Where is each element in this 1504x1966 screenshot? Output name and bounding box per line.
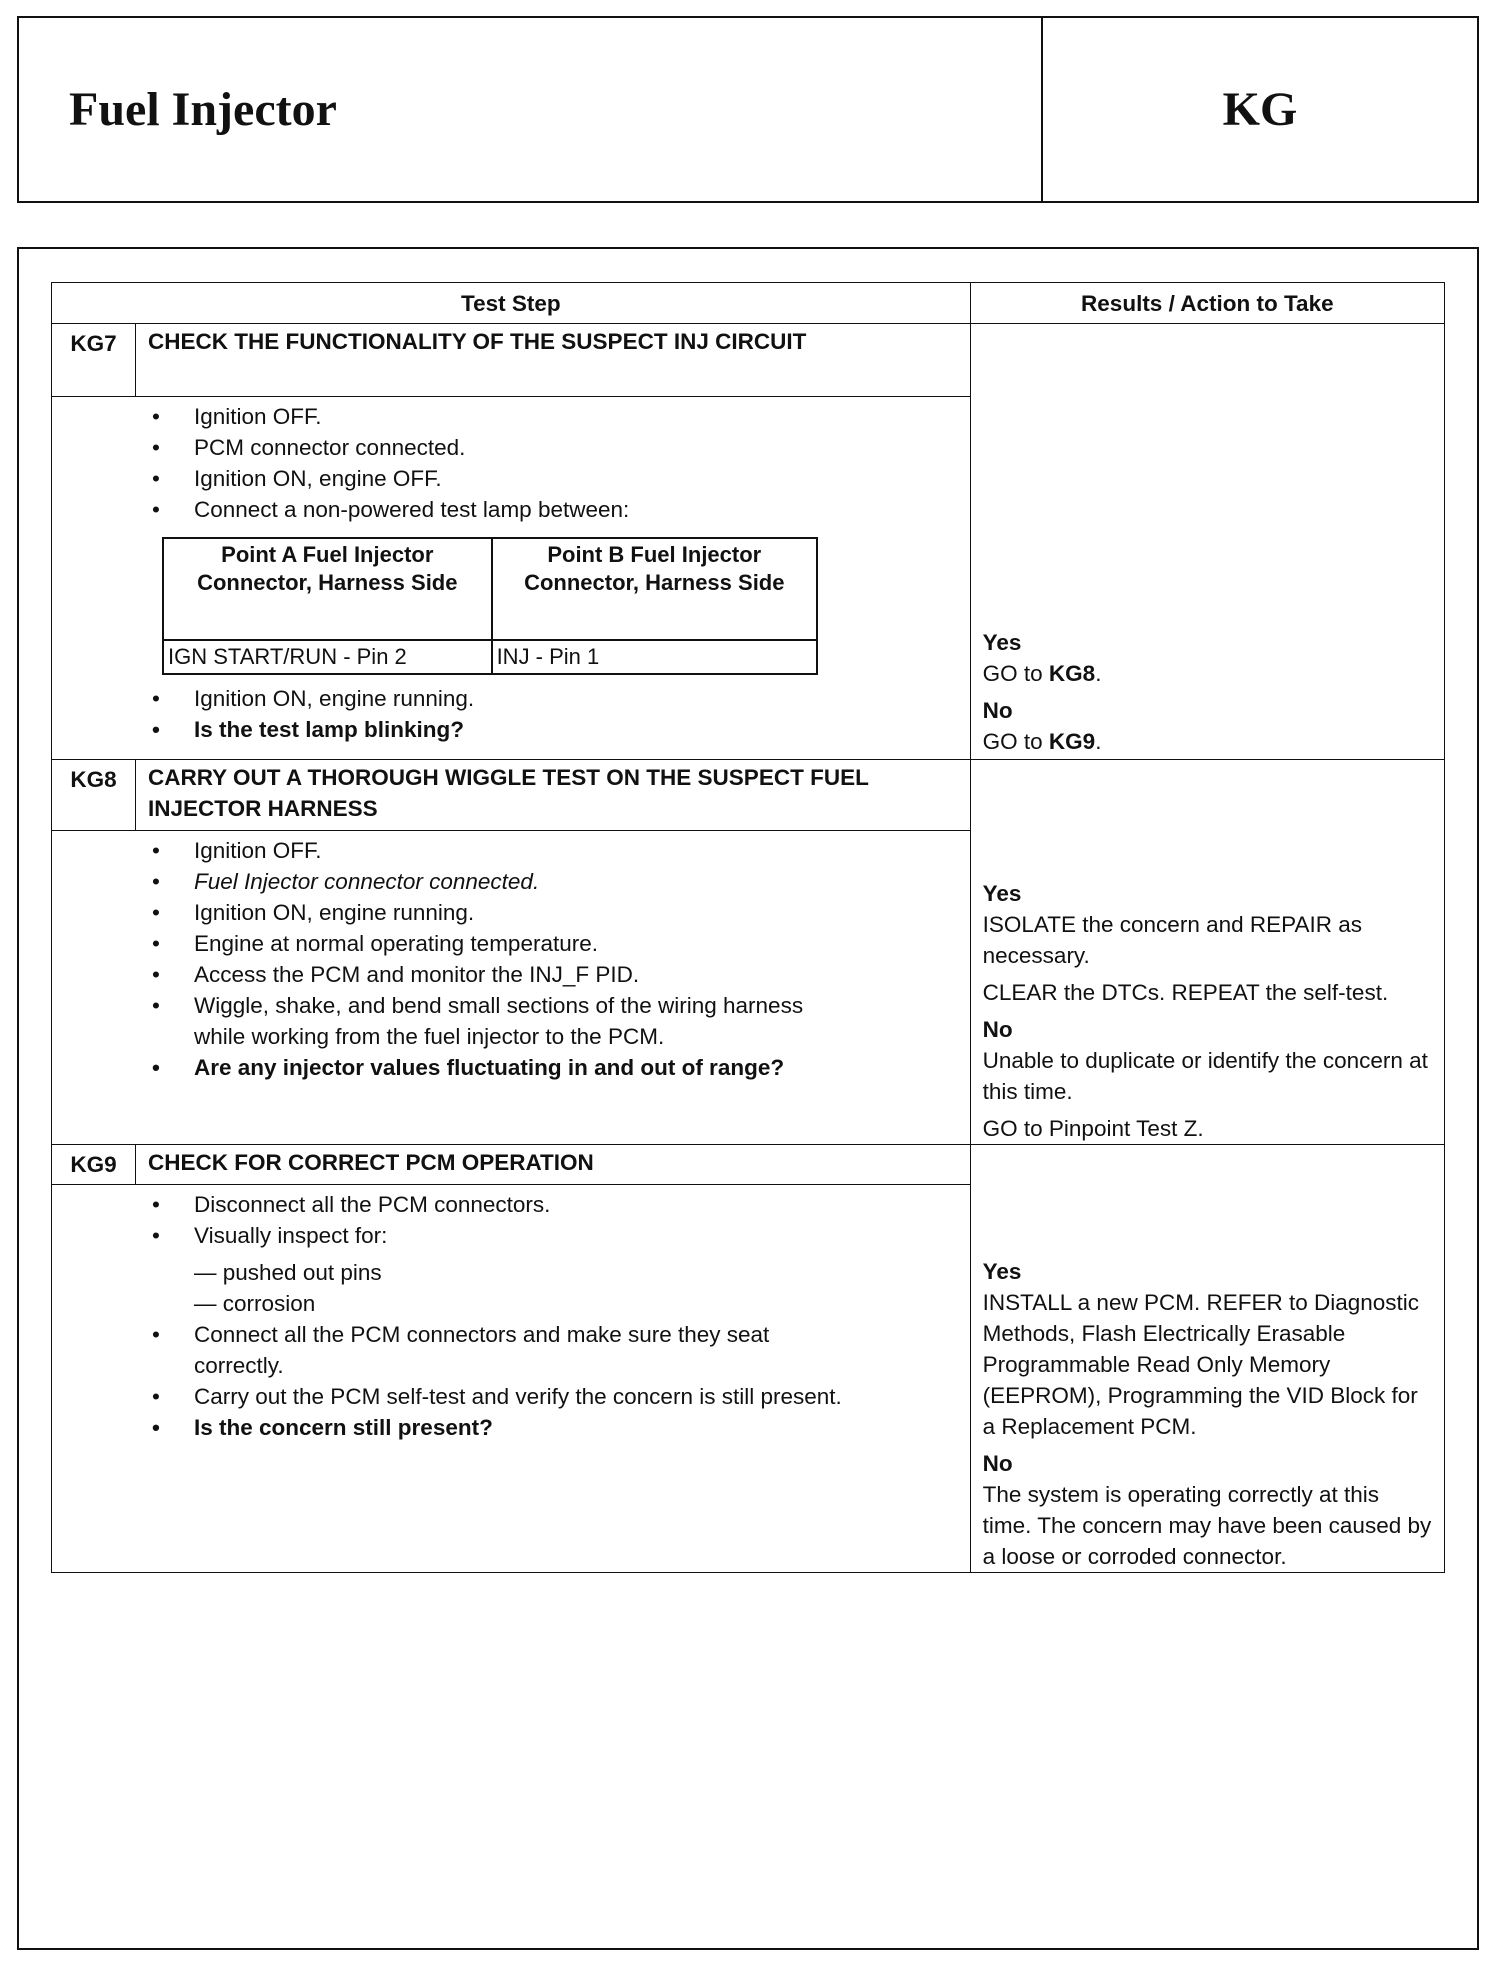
step-body: [52, 1185, 971, 1573]
step-results: Yes GO to KG8. No GO to KG9.: [970, 324, 1444, 760]
bullet: • Ignition ON, engine running.: [152, 900, 475, 925]
bullet: • Access the PCM and monitor the INJ_F PID.: [152, 962, 640, 987]
point-a-header: Point A Fuel Injector Connector, Harness Side: [163, 538, 492, 640]
bullet: • Ignition OFF.: [152, 404, 322, 429]
no-text: GO to Pinpoint Test Z.: [982, 1116, 1204, 1141]
step-id: KG7: [52, 324, 136, 397]
point-a-value: IGN START/RUN - Pin 2: [163, 640, 492, 674]
bullet: • Fuel Injector connector connected.: [152, 869, 540, 894]
bullet: • Wiggle, shake, and bend small sections of the wiring harness while working from the fuel injector to the PCM.: [152, 993, 804, 1049]
step-title: CHECK THE FUNCTIONALITY OF THE SUSPECT INJ CIRCUIT: [135, 324, 970, 397]
yes-label: Yes: [982, 630, 1022, 655]
section-code: KG: [1222, 83, 1298, 136]
yes-ref: KG8: [1048, 661, 1096, 686]
step-title: CARRY OUT A THOROUGH WIGGLE TEST ON THE SUSPECT FUEL INJECTOR HARNESS: [135, 760, 970, 831]
bullet: • PCM connector connected.: [152, 435, 466, 460]
question: • Is the concern still present?: [152, 1415, 493, 1440]
step-title: CHECK FOR CORRECT PCM OPERATION: [135, 1145, 970, 1185]
no-label: No: [982, 698, 1013, 723]
step-results: [970, 1145, 1444, 1573]
yes-label: Yes: [982, 1259, 1022, 1284]
point-b-header: Point B Fuel Injector Connector, Harness Side: [492, 538, 817, 640]
bullet: • Carry out the PCM self-test and verify the concern is still present.: [152, 1384, 842, 1409]
bullet: • Connect a non-powered test lamp between:: [152, 497, 630, 522]
test-lamp-pin-table: [162, 537, 818, 675]
col-header-test-step: Test Step: [52, 283, 971, 324]
no-text: Unable to duplicate or identify the concern at this time.: [982, 1048, 1428, 1104]
yes-label: Yes: [982, 881, 1022, 906]
bullet: • Connect all the PCM connectors and make sure they seat correctly.: [152, 1322, 770, 1378]
inspect-item: — pushed out pins: [194, 1260, 382, 1285]
yes-text: CLEAR the DTCs. REPEAT the self-test.: [982, 980, 1389, 1005]
page-header: [17, 16, 1479, 203]
no-label: No: [982, 1451, 1013, 1476]
bullet: • Visually inspect for:: [152, 1223, 388, 1248]
step-results: [970, 760, 1444, 1145]
no-ref: KG9: [1048, 729, 1096, 754]
question: • Are any injector values fluctuating in and out of range?: [152, 1055, 785, 1080]
yes-text: GO to: [982, 661, 1049, 686]
point-b-value: INJ - Pin 1: [492, 640, 817, 674]
step-body: [52, 831, 971, 1145]
yes-text: INSTALL a new PCM. REFER to Diagnostic Methods, Flash Electrically Erasable Programmable Read Only Memory (EEPROM), Programming the VID Block for a Replacement PCM.: [982, 1290, 1420, 1439]
question: • Is the test lamp blinking?: [152, 717, 465, 742]
no-text: GO to: [982, 729, 1049, 754]
bullet: • Ignition ON, engine OFF.: [152, 466, 442, 491]
page-title: Fuel Injector: [69, 83, 337, 136]
test-step-table: [51, 282, 1445, 1573]
col-header-results: Results / Action to Take: [970, 283, 1444, 324]
no-text: The system is operating correctly at this time. The concern may have been caused by a loose or corroded connector.: [982, 1482, 1432, 1569]
inspect-item: — corrosion: [194, 1291, 316, 1316]
step-id: KG9: [52, 1145, 136, 1185]
bullet: • Disconnect all the PCM connectors.: [152, 1192, 551, 1217]
yes-text: ISOLATE the concern and REPAIR as necessary.: [982, 912, 1362, 968]
bullet: • Ignition OFF.: [152, 838, 322, 863]
bullet: • Ignition ON, engine running.: [152, 686, 475, 711]
step-id: KG8: [52, 760, 136, 831]
no-label: No: [982, 1017, 1013, 1042]
step-body: [52, 397, 971, 760]
bullet: • Engine at normal operating temperature.: [152, 931, 598, 956]
